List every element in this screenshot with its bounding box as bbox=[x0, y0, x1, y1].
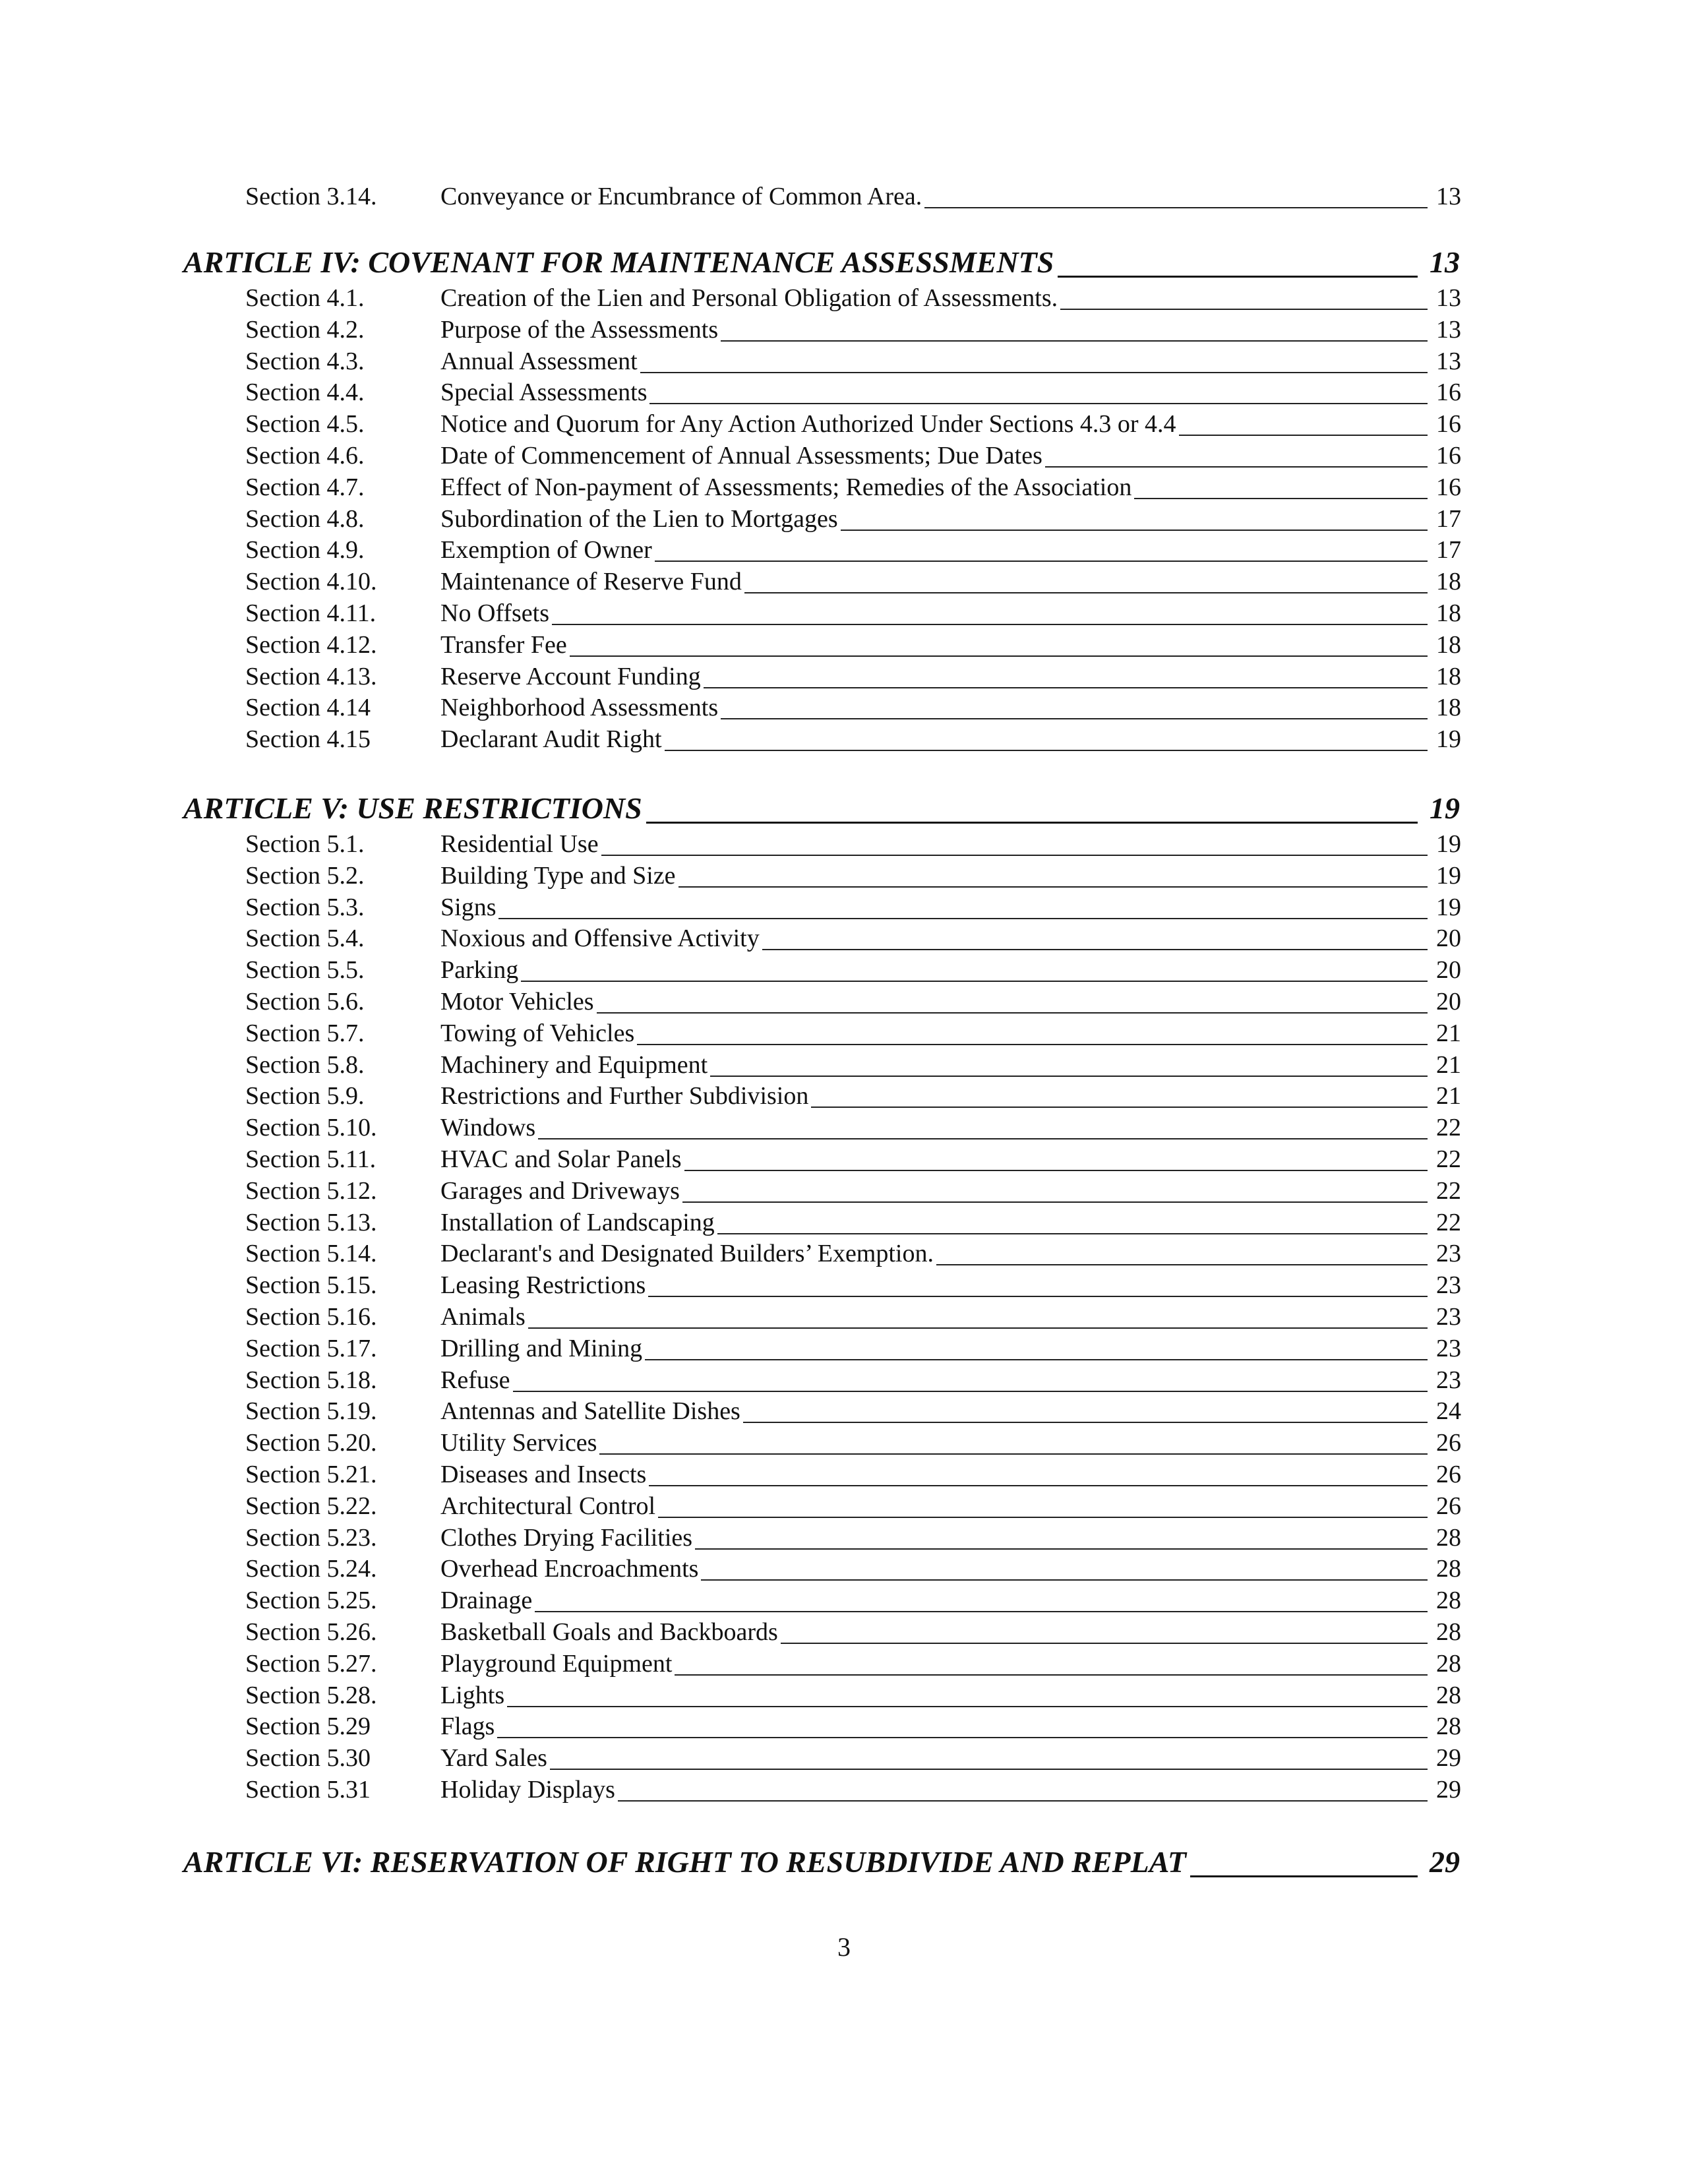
section-page: 23 bbox=[1436, 1271, 1461, 1300]
section-page: 29 bbox=[1436, 1776, 1461, 1804]
toc-row bbox=[0, 1680, 1688, 1711]
section-title: Parking bbox=[440, 954, 521, 986]
section-number: Section 5.29 bbox=[245, 1713, 371, 1741]
section-page: 28 bbox=[1436, 1713, 1461, 1741]
toc-row bbox=[0, 692, 1688, 723]
toc-row bbox=[0, 1301, 1688, 1333]
section-number: Section 5.20. bbox=[245, 1429, 377, 1457]
section-title: Antennas and Satellite Dishes bbox=[440, 1395, 743, 1427]
dot-leader bbox=[440, 1391, 1428, 1392]
toc-row bbox=[0, 892, 1688, 923]
section-page: 28 bbox=[1436, 1555, 1461, 1583]
section-title: Drainage bbox=[440, 1585, 535, 1616]
section-title: Flags bbox=[440, 1711, 497, 1742]
section-page: 21 bbox=[1436, 1019, 1461, 1047]
section-title: Restrictions and Further Subdivision bbox=[440, 1080, 811, 1112]
section-page: 22 bbox=[1436, 1176, 1461, 1205]
toc-row bbox=[0, 1143, 1688, 1175]
section-number: Section 4.10. bbox=[245, 568, 377, 596]
section-number: Section 5.2. bbox=[245, 861, 365, 890]
section-page: 18 bbox=[1436, 662, 1461, 690]
section-page: 13 bbox=[1436, 347, 1461, 375]
dot-leader bbox=[440, 1737, 1428, 1738]
section-number: Section 4.3. bbox=[245, 347, 365, 375]
section-title: Special Assessments bbox=[440, 377, 649, 408]
article-page: 13 bbox=[1430, 245, 1460, 279]
section-title: Refuse bbox=[440, 1364, 513, 1396]
section-number: Section 5.1. bbox=[245, 830, 365, 858]
section-page: 21 bbox=[1436, 1082, 1461, 1110]
toc-row bbox=[0, 828, 1688, 860]
section-number: Section 5.11. bbox=[245, 1145, 377, 1173]
section-title: Holiday Displays bbox=[440, 1774, 618, 1805]
toc-row bbox=[0, 1395, 1688, 1427]
section-title: Animals bbox=[440, 1301, 528, 1333]
section-page: 23 bbox=[1436, 1366, 1461, 1394]
dot-leader bbox=[440, 1138, 1428, 1139]
section-number: Section 4.6. bbox=[245, 442, 365, 470]
section-page: 20 bbox=[1436, 925, 1461, 953]
article-heading bbox=[0, 1842, 1688, 1882]
section-page: 16 bbox=[1436, 442, 1461, 470]
toc-row bbox=[0, 1112, 1688, 1143]
toc-row bbox=[0, 860, 1688, 892]
section-page: 19 bbox=[1436, 893, 1461, 921]
section-page: 22 bbox=[1436, 1208, 1461, 1236]
section-page: 19 bbox=[1436, 725, 1461, 754]
toc-row bbox=[0, 1238, 1688, 1269]
section-title: Effect of Non-payment of Assessments; Remedies of the Association bbox=[440, 471, 1134, 503]
toc-row bbox=[0, 440, 1688, 471]
section-number: Section 5.12. bbox=[245, 1176, 377, 1205]
section-page: 21 bbox=[1436, 1050, 1461, 1079]
section-number: Section 4.8. bbox=[245, 504, 365, 533]
section-page: 16 bbox=[1436, 379, 1461, 407]
section-page: 20 bbox=[1436, 956, 1461, 985]
toc-row bbox=[0, 282, 1688, 314]
toc-row bbox=[0, 1648, 1688, 1680]
toc-row bbox=[0, 1269, 1688, 1301]
section-number: Section 4.9. bbox=[245, 536, 365, 564]
section-title: Clothes Drying Facilities bbox=[440, 1522, 695, 1554]
toc-row bbox=[0, 1049, 1688, 1081]
section-title: Windows bbox=[440, 1112, 538, 1143]
toc-row bbox=[0, 923, 1688, 954]
section-page: 13 bbox=[1436, 315, 1461, 344]
article-heading bbox=[0, 243, 1688, 282]
toc-row bbox=[0, 1553, 1688, 1585]
section-number: Section 5.26. bbox=[245, 1618, 377, 1646]
toc-row bbox=[0, 408, 1688, 440]
toc-row bbox=[0, 1742, 1688, 1774]
section-title: Noxious and Offensive Activity bbox=[440, 923, 762, 954]
section-number: Section 5.30 bbox=[245, 1744, 371, 1773]
section-number: Section 5.14. bbox=[245, 1240, 377, 1268]
section-title: Overhead Encroachments bbox=[440, 1553, 701, 1585]
section-page: 18 bbox=[1436, 630, 1461, 659]
section-page: 28 bbox=[1436, 1523, 1461, 1552]
section-number: Section 4.5. bbox=[245, 410, 365, 439]
article-title: ARTICLE VI: RESERVATION OF RIGHT TO RESUBDIVIDE AND REPLAT bbox=[183, 1842, 1190, 1882]
section-title: Residential Use bbox=[440, 828, 601, 860]
toc-row bbox=[0, 661, 1688, 692]
section-page: 18 bbox=[1436, 694, 1461, 722]
section-number: Section 4.1. bbox=[245, 284, 365, 312]
section-title: Annual Assessment bbox=[440, 346, 640, 377]
section-page: 29 bbox=[1436, 1744, 1461, 1773]
section-title: Date of Commencement of Annual Assessments; Due Dates bbox=[440, 440, 1045, 471]
article-page: 19 bbox=[1430, 791, 1460, 825]
section-title: Conveyance or Encumbrance of Common Area. bbox=[440, 181, 924, 212]
section-title: Lights bbox=[440, 1680, 507, 1711]
section-title: Maintenance of Reserve Fund bbox=[440, 566, 744, 597]
section-title: Notice and Quorum for Any Action Authorized Under Sections 4.3 or 4.4 bbox=[440, 408, 1179, 440]
section-page: 16 bbox=[1436, 410, 1461, 439]
toc-row bbox=[0, 954, 1688, 986]
article-heading bbox=[0, 789, 1688, 828]
section-page: 17 bbox=[1436, 536, 1461, 564]
section-number: Section 5.21. bbox=[245, 1461, 377, 1488]
toc-row bbox=[0, 534, 1688, 566]
article-title: ARTICLE V: USE RESTRICTIONS bbox=[183, 789, 646, 828]
toc-row bbox=[0, 314, 1688, 346]
section-title: Building Type and Size bbox=[440, 860, 678, 892]
section-number: Section 5.9. bbox=[245, 1082, 365, 1110]
section-title: Utility Services bbox=[440, 1427, 599, 1459]
section-number: Section 5.23. bbox=[245, 1523, 377, 1552]
toc-row bbox=[0, 1585, 1688, 1616]
dot-leader bbox=[440, 1706, 1428, 1707]
section-title: Garages and Driveways bbox=[440, 1175, 682, 1207]
toc-row bbox=[0, 1711, 1688, 1742]
section-page: 26 bbox=[1436, 1492, 1461, 1520]
section-title: Exemption of Owner bbox=[440, 534, 655, 566]
toc-row bbox=[0, 1017, 1688, 1049]
toc-row bbox=[0, 1616, 1688, 1648]
section-number: Section 5.10. bbox=[245, 1114, 377, 1142]
section-number: Section 5.13. bbox=[245, 1208, 377, 1236]
section-page: 18 bbox=[1436, 599, 1461, 627]
section-title: Purpose of the Assessments bbox=[440, 314, 721, 346]
section-number: Section 5.19. bbox=[245, 1397, 377, 1426]
section-title: Yard Sales bbox=[440, 1742, 550, 1774]
section-number: Section 5.22. bbox=[245, 1492, 377, 1520]
section-title: Architectural Control bbox=[440, 1490, 658, 1522]
section-number: Section 4.14 bbox=[245, 694, 371, 722]
section-number: Section 5.3. bbox=[245, 893, 365, 921]
section-page: 13 bbox=[1436, 284, 1461, 312]
section-title: Subordination of the Lien to Mortgages bbox=[440, 503, 841, 535]
section-number: Section 5.31 bbox=[245, 1776, 371, 1804]
toc-row bbox=[0, 1459, 1688, 1490]
section-number: Section 5.5. bbox=[245, 956, 365, 985]
page-number: 3 bbox=[837, 1932, 851, 1962]
dot-leader bbox=[440, 981, 1428, 982]
section-title: Towing of Vehicles bbox=[440, 1017, 637, 1049]
section-title: Declarant Audit Right bbox=[440, 723, 665, 755]
section-page: 22 bbox=[1436, 1145, 1461, 1173]
section-title: Declarant's and Designated Builders’ Exemption. bbox=[440, 1238, 936, 1269]
dot-leader bbox=[440, 1611, 1428, 1612]
section-page: 22 bbox=[1436, 1114, 1461, 1142]
toc-row bbox=[0, 1522, 1688, 1554]
section-number: Section 5.27. bbox=[245, 1649, 377, 1678]
section-page: 13 bbox=[1436, 183, 1461, 210]
toc-row bbox=[0, 503, 1688, 535]
section-page: 28 bbox=[1436, 1649, 1461, 1678]
section-page: 19 bbox=[1436, 830, 1461, 858]
section-number: Section 5.7. bbox=[245, 1019, 365, 1047]
section-number: Section 5.8. bbox=[245, 1050, 365, 1079]
section-title: Transfer Fee bbox=[440, 629, 570, 661]
section-number: Section 3.14. bbox=[245, 183, 377, 210]
dot-leader bbox=[440, 1327, 1428, 1329]
article-title: ARTICLE IV: COVENANT FOR MAINTENANCE ASSESSMENTS bbox=[183, 243, 1058, 282]
section-page: 26 bbox=[1436, 1461, 1461, 1488]
section-number: Section 4.4. bbox=[245, 379, 365, 407]
toc-row bbox=[0, 723, 1688, 755]
section-number: Section 5.4. bbox=[245, 925, 365, 953]
section-title: Installation of Landscaping bbox=[440, 1207, 717, 1238]
section-title: Machinery and Equipment bbox=[440, 1049, 710, 1081]
section-title: Playground Equipment bbox=[440, 1648, 675, 1680]
section-number: Section 5.25. bbox=[245, 1587, 377, 1615]
section-title: Reserve Account Funding bbox=[440, 661, 704, 692]
toc-row bbox=[0, 1774, 1688, 1805]
section-page: 19 bbox=[1436, 861, 1461, 890]
toc-row bbox=[0, 471, 1688, 503]
section-number: Section 4.15 bbox=[245, 725, 371, 754]
section-page: 23 bbox=[1436, 1303, 1461, 1331]
toc-row bbox=[0, 597, 1688, 629]
section-number: Section 5.16. bbox=[245, 1303, 377, 1331]
toc-row bbox=[0, 1490, 1688, 1522]
dot-leader bbox=[440, 1769, 1428, 1770]
toc-row bbox=[0, 986, 1688, 1017]
toc-row bbox=[0, 377, 1688, 408]
toc-row bbox=[0, 1427, 1688, 1459]
section-title: Signs bbox=[440, 892, 498, 923]
section-page: 17 bbox=[1436, 504, 1461, 533]
section-page: 23 bbox=[1436, 1240, 1461, 1268]
toc-row bbox=[0, 566, 1688, 597]
section-page: 28 bbox=[1436, 1681, 1461, 1709]
section-number: Section 5.17. bbox=[245, 1334, 377, 1362]
section-number: Section 5.18. bbox=[245, 1366, 377, 1394]
toc-row bbox=[0, 629, 1688, 661]
section-number: Section 4.12. bbox=[245, 630, 377, 659]
section-number: Section 5.6. bbox=[245, 988, 365, 1016]
section-title: Drilling and Mining bbox=[440, 1333, 645, 1364]
section-number: Section 5.24. bbox=[245, 1555, 377, 1583]
section-title: Basketball Goals and Backboards bbox=[440, 1616, 781, 1648]
toc-row bbox=[0, 1080, 1688, 1112]
section-title: Creation of the Lien and Personal Obligation of Assessments. bbox=[440, 282, 1060, 314]
toc-row bbox=[0, 346, 1688, 377]
section-page: 20 bbox=[1436, 988, 1461, 1016]
section-page: 28 bbox=[1436, 1618, 1461, 1646]
section-number: Section 5.28. bbox=[245, 1681, 377, 1709]
section-number: Section 4.2. bbox=[245, 315, 365, 344]
section-number: Section 5.15. bbox=[245, 1271, 377, 1300]
toc-row bbox=[0, 1333, 1688, 1364]
section-title: HVAC and Solar Panels bbox=[440, 1143, 684, 1175]
section-page: 23 bbox=[1436, 1334, 1461, 1362]
toc-row bbox=[0, 1175, 1688, 1207]
toc-row bbox=[0, 1364, 1688, 1396]
section-page: 18 bbox=[1436, 568, 1461, 596]
section-page: 16 bbox=[1436, 473, 1461, 501]
section-number: Section 4.13. bbox=[245, 662, 377, 690]
toc-row bbox=[0, 181, 1688, 212]
dot-leader bbox=[440, 655, 1428, 657]
section-title: Neighborhood Assessments bbox=[440, 692, 721, 723]
section-page: 26 bbox=[1436, 1429, 1461, 1457]
section-page: 28 bbox=[1436, 1587, 1461, 1615]
article-page: 29 bbox=[1430, 1845, 1460, 1879]
section-title: Diseases and Insects bbox=[440, 1459, 649, 1490]
toc-row bbox=[0, 1207, 1688, 1238]
section-number: Section 4.7. bbox=[245, 473, 365, 501]
section-title: No Offsets bbox=[440, 597, 552, 629]
section-page: 24 bbox=[1436, 1397, 1461, 1426]
section-title: Motor Vehicles bbox=[440, 986, 597, 1017]
dot-leader bbox=[440, 624, 1428, 625]
section-title: Leasing Restrictions bbox=[440, 1269, 648, 1301]
dot-leader bbox=[440, 918, 1428, 919]
section-number: Section 4.11. bbox=[245, 599, 377, 627]
